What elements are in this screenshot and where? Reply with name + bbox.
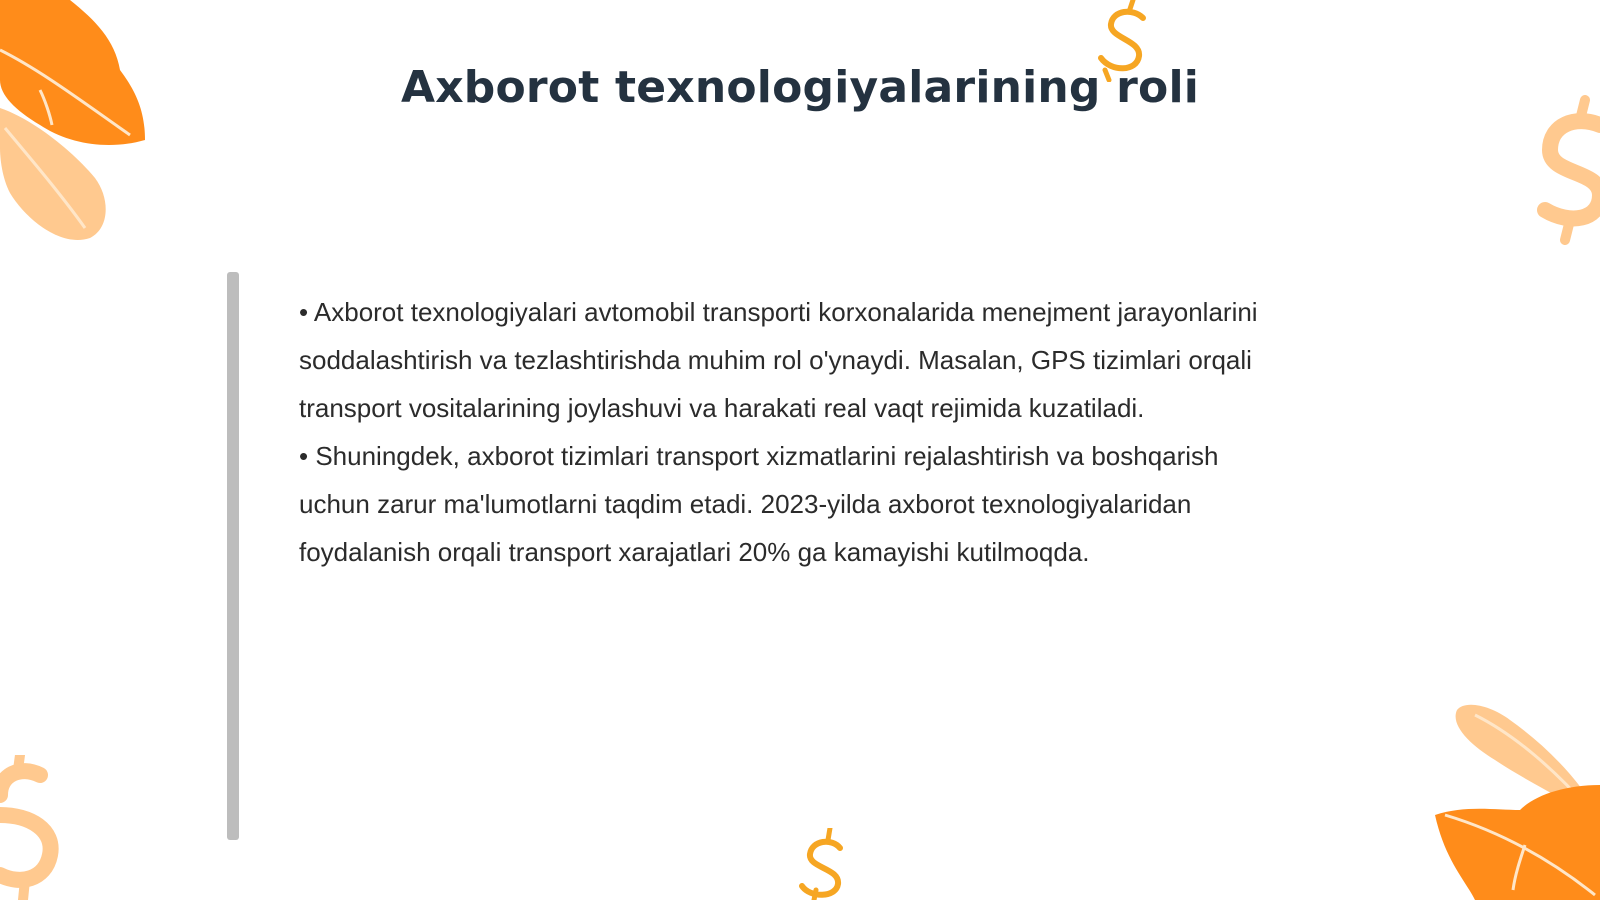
bullet-paragraph: • Axborot texnologiyalari avtomobil transporti korxonalarida menejment jarayonlarini soddalashtirish va tezlashtirishda muhim rol o'ynaydi. Masalan, GPS tizimlari orqali transport vositalarining joylashuvi va harakati real vaqt rejimida kuzatiladi. [299, 297, 1258, 423]
leaf-icon [1435, 785, 1600, 900]
slide-body [299, 288, 1259, 576]
accent-bar [227, 272, 239, 840]
leaf-icon [0, 108, 120, 248]
dollar-sign-icon [1525, 95, 1600, 245]
dollar-sign-icon [0, 755, 80, 900]
bullet-paragraph: • Shuningdek, axborot tizimlari transport xizmatlarini rejalashtirish va boshqarish uchun zarur ma'lumotlarni taqdim etadi. 2023-yilda axborot texnologiyalaridan foydalanish orqali transport xarajatlari 20% ga kamayishi kutilmoqda. [299, 441, 1219, 567]
dollar-sign-icon [790, 828, 860, 900]
slide-title: Axborot texnologiyalarining roli [400, 62, 1200, 113]
